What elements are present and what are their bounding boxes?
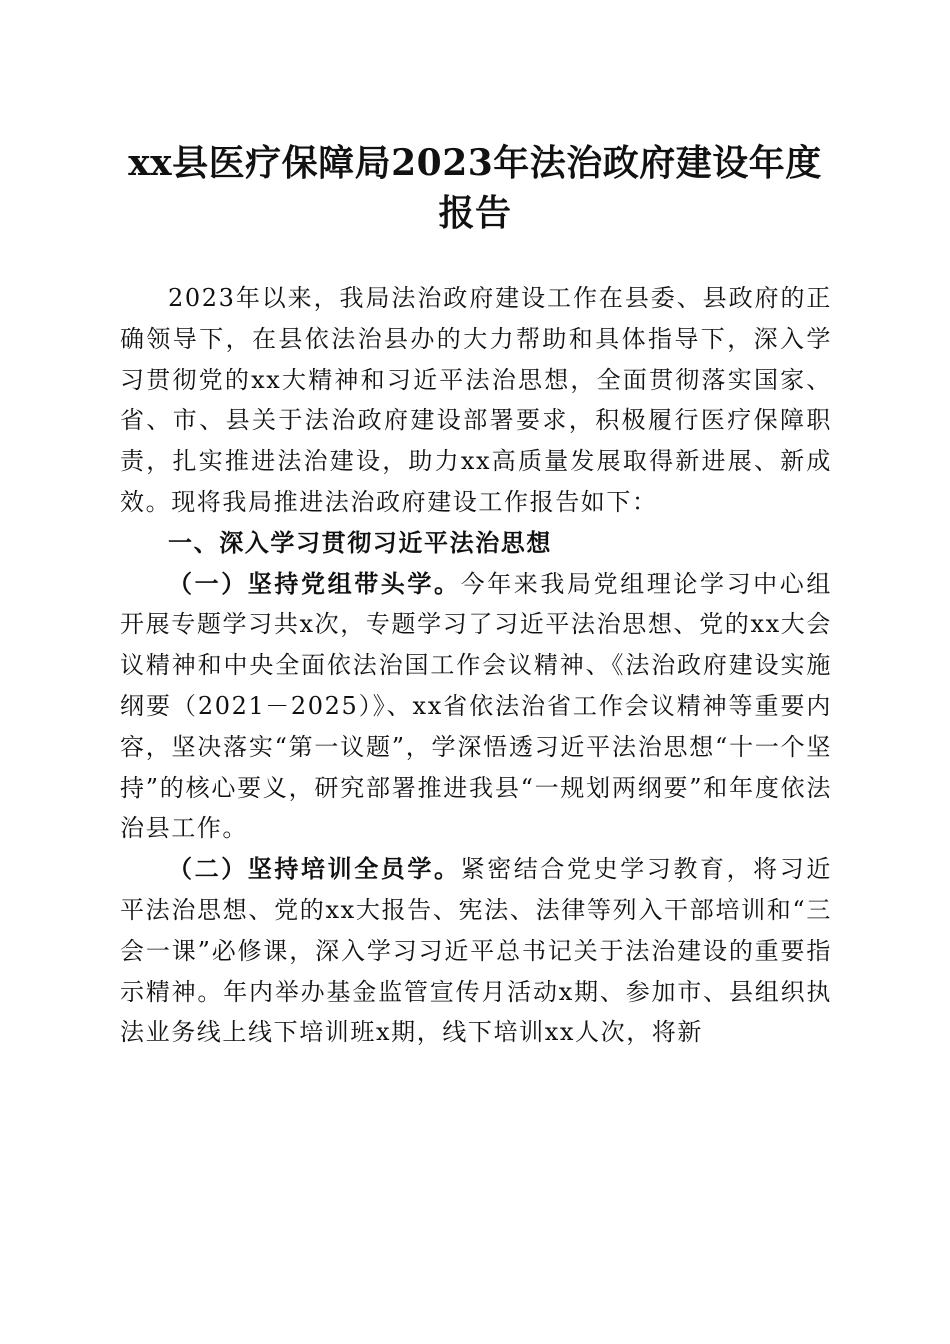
section-1-item-1-text: 今年来我局党组理论学习中心组开展专题学习共x次，专题学习了习近平法治思想、党的xx大会议精神和中央全面依法治国工作会议精神、《法治政府建设实施纲要（2021－2025）》、xx省依法治省工作会议精神等重要内容，坚决落实“第一议题”，学深悟透习近平法治思想“十一个坚持”的核心要义，研究部署推进我县“一规划两纲要”和年度依法治县工作。	[120, 569, 832, 843]
section-1-item-2-text: 紧密结合党史学习教育，将习近平法治思想、党的xx大报告、宪法、法律等列入干部培训和“三会一课”必修课，深入学习习近平总书记关于法治建设的重要指示精神。年内举办基金监管宣传月活动x期、参加市、县组织执法业务线上线下培训班x期，线下培训xx人次，将新	[120, 855, 832, 1047]
section-heading-1: 一、深入学习贯彻习近平法治思想	[168, 528, 552, 557]
document-title: xx县医疗保障局2023年法治政府建设年度报告	[128, 142, 822, 234]
intro-paragraph: 2023年以来，我局法治政府建设工作在县委、县政府的正确领导下，在县依法治县办的大力帮助和具体指导下，深入学习贯彻党的xx大精神和习近平法治思想，全面贯彻落实国家、省、市、县关于法治政府建设部署要求，积极履行医疗保障职责，扎实推进法治建设，助力xx高质量发展取得新进展、新成效。现将我局推进法治政府建设工作报告如下：	[120, 284, 832, 516]
section-1-item-1-lead: （一）坚持党组带头学。	[168, 568, 461, 598]
section-1-item-2-lead: （二）坚持培训全员学。	[168, 854, 461, 884]
section-1-item-1-paragraph	[120, 564, 832, 850]
section-1-item-2-paragraph	[120, 849, 832, 1053]
document-body	[120, 278, 832, 1053]
